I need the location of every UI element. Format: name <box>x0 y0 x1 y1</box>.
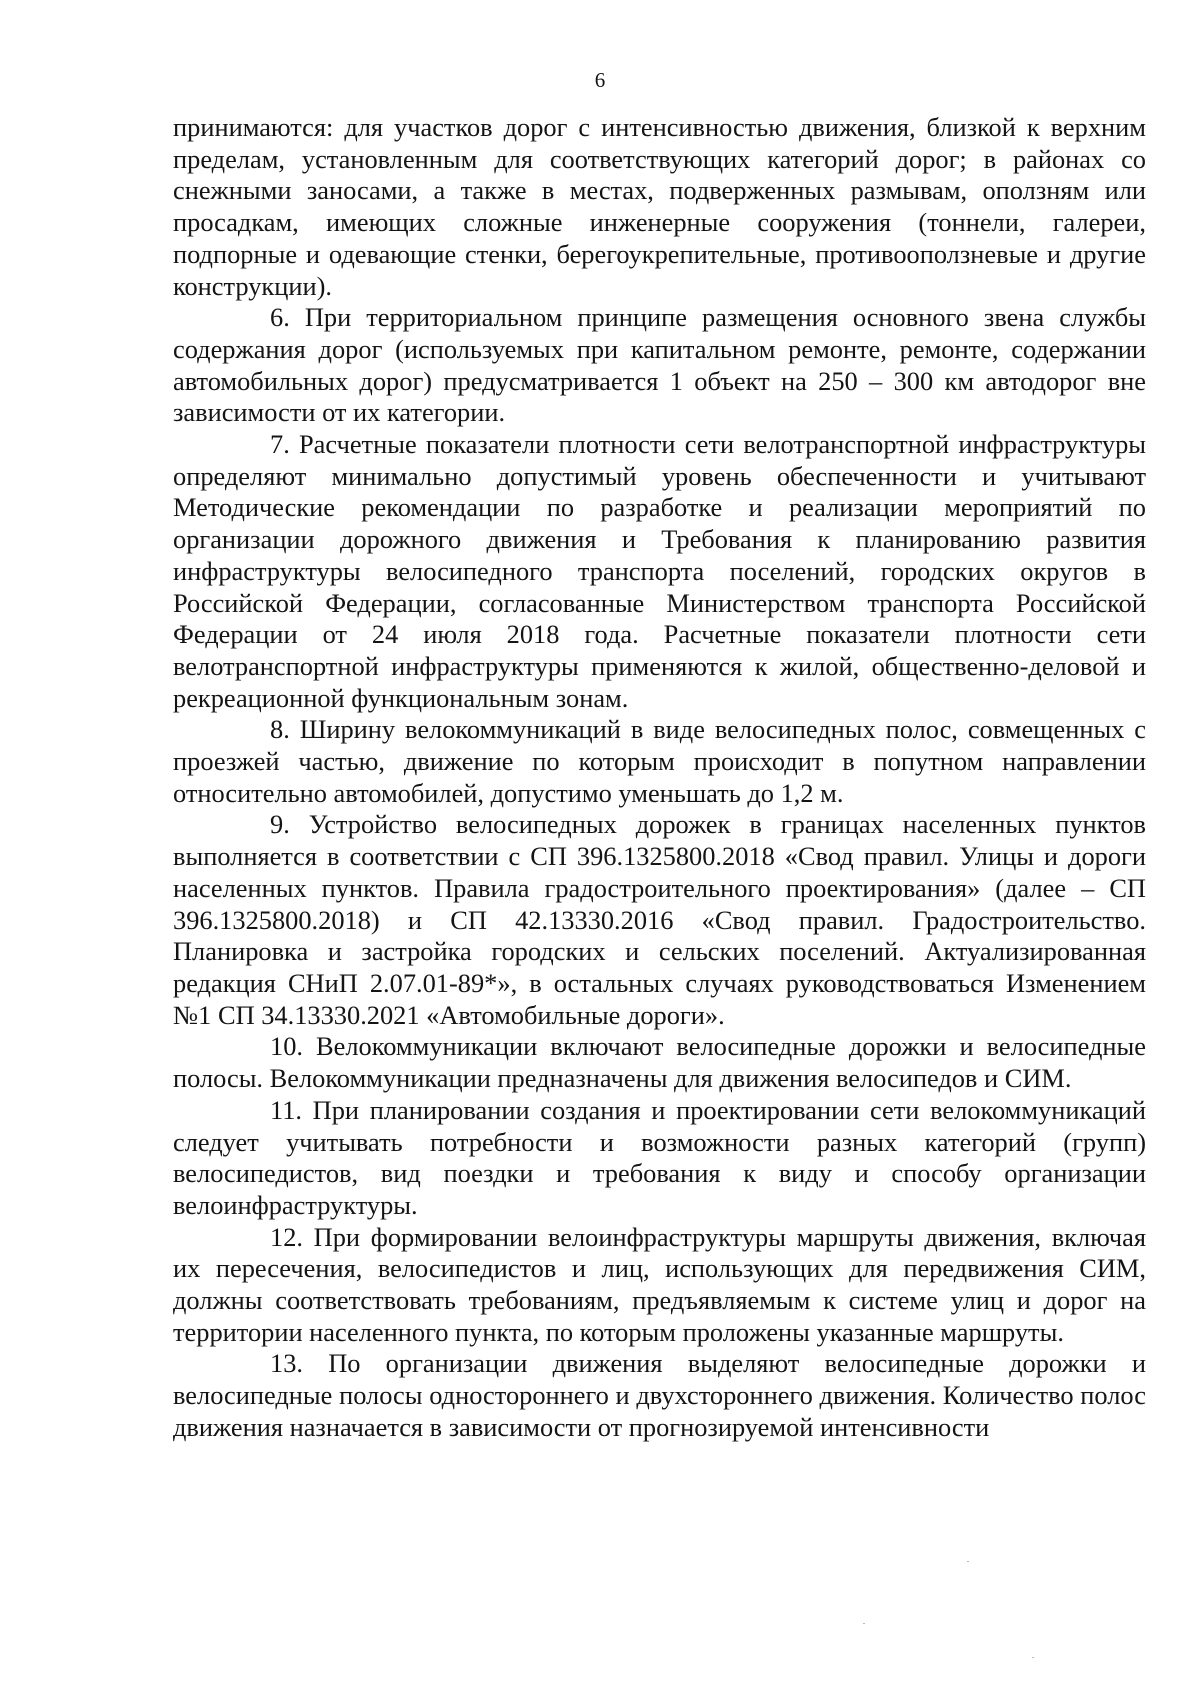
paragraph-11: 11. При планировании создания и проектировании сети велокоммуникаций следует учитывать потребности и возможности разных категорий (групп) велосипедистов, вид поездки и требования к виду и способу организации велоинфраструктуры. <box>173 1094 1146 1220</box>
paragraph-6: 6. При территориальном принципе размещения основного звена службы содержания дорог (используемых при капитальном ремонте, ремонте, содержании автомобильных дорог) предусматривается 1 объект на 250 – 300 км автодорог вне зависимости от их категории. <box>173 302 1146 428</box>
paragraph-8: 8. Ширину велокоммуникаций в виде велосипедных полос, совмещенных с проезжей частью, движение по которым происходит в попутном направлении относительно автомобилей, допустимо уменьшать до 1,2 м. <box>173 714 1146 808</box>
page-number: 6 <box>594 68 606 92</box>
paragraph-continued: принимаются: для участков дорог с интенсивностью движения, близкой к верхним пределам, установленным для соответствующих категорий дорог; в районах со снежными заносами, а также в местах, подверженных размывам, оползням или просадкам, имеющих сложные инженерные сооружения (тоннели, галереи, подпорные и одевающие стенки, берегоукрепительные, противооползневые и другие конструкции). <box>173 112 1146 301</box>
scan-speck <box>863 1623 865 1624</box>
scan-speck <box>967 1561 969 1562</box>
paragraph-12: 12. При формировании велоинфраструктуры маршруты движения, включая их пересечения, велосипедистов и лиц, использующих для передвижения СИМ, должны соответствовать требованиям, предъявляемым к системе улиц и дорог на территории населенного пункта, по которым проложены указанные маршруты. <box>173 1221 1146 1347</box>
document-body <box>173 112 1146 1444</box>
paragraph-10: 10. Велокоммуникации включают велосипедные дорожки и велосипедные полосы. Велокоммуникации предназначены для движения велосипедов и СИМ. <box>173 1031 1146 1094</box>
paragraph-7: 7. Расчетные показатели плотности сети велотранспортной инфраструктуры определяют минимально допустимый уровень обеспеченности и учитывают Методические рекомендации по разработке и реализации мероприятий по организации дорожного движения и Требования к планированию развития инфраструктуры велосипедного транспорта поселений, городских округов в Российской Федерации, согласованные Министерством транспорта Российской Федерации от 24 июля 2018 года. Расчетные показатели плотности сети велотранспортной инфраструктуры применяются к жилой, общественно-деловой и рекреационной функциональным зонам. <box>173 429 1146 713</box>
paragraph-9: 9. Устройство велосипедных дорожек в границах населенных пунктов выполняется в соответствии с СП 396.1325800.2018 «Свод правил. Улицы и дороги населенных пунктов. Правила градостроительного проектирования» (далее – СП 396.1325800.2018) и СП 42.13330.2016 «Свод правил. Градостроительство. Планировка и застройка городских и сельских поселений. Актуализированная редакция СНиП 2.07.01-89*», в остальных случаях руководствоваться Изменением №1 СП 34.13330.2021 «Автомобильные дороги». <box>173 809 1146 1030</box>
paragraph-13-partial: 13. По организации движения выделяют велосипедные дорожки и велосипедные полосы одностороннего и двухстороннего движения. Количество полос движения назначается в зависимости от прогнозируемой интенсивности <box>173 1348 1146 1442</box>
scan-speck <box>1032 1657 1034 1658</box>
